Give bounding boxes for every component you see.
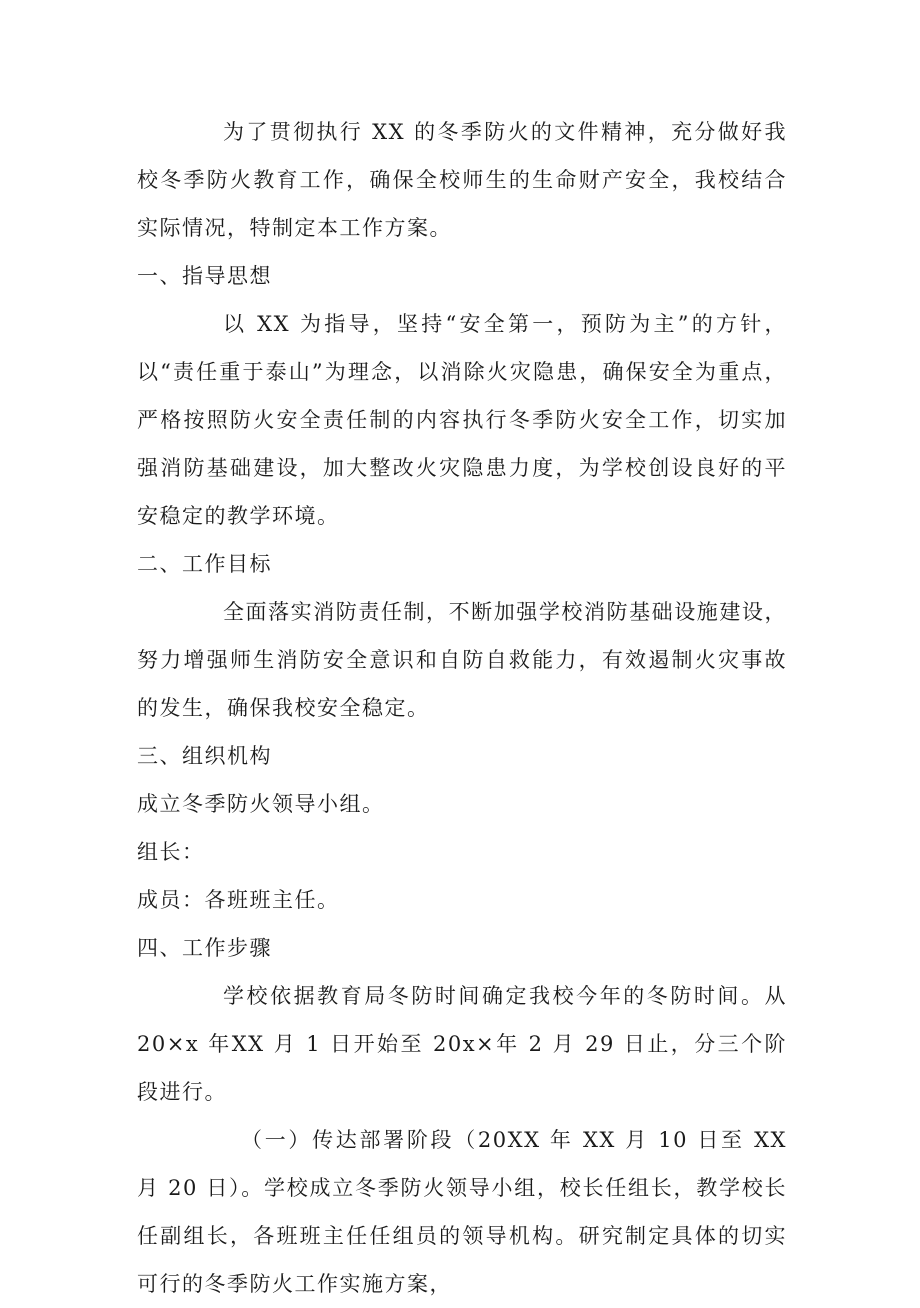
section-3-heading: 三、组织机构 <box>137 744 272 768</box>
section-4-heading: 四、工作步骤 <box>137 936 272 960</box>
section-3-line: 成立冬季防火领导小组。 <box>137 792 385 816</box>
section-2-heading: 二、工作目标 <box>137 552 272 576</box>
section-1-paragraph: 以 XX 为指导，坚持“安全第一，预防为主”的方针，以“责任重于泰山”为理念，以消除火灾隐患，确保安全为重点，严格按照防火安全责任制的内容执行冬季防火安全工作，切实加强消防基础建设，加大整改火灾隐患力度，为学校创设良好的平安稳定的教学环境。 <box>137 312 787 528</box>
section-1-heading: 一、指导思想 <box>137 264 272 288</box>
section-2-paragraph: 全面落实消防责任制，不断加强学校消防基础设施建设，努力增强师生消防安全意识和自防自救能力，有效遏制火灾事故的发生，确保我校安全稳定。 <box>137 600 787 720</box>
stage-1-paragraph: （一）传达部署阶段（20XX 年 XX 月 10 日至 XX 月 20 日）。学校成立冬季防火领导小组，校长任组长，教学校长任副组长，各班班主任任组员的领导机构。研究制定具体的切实可行的冬季防火工作实施方案， <box>137 1128 787 1296</box>
leader-line: 组长： <box>137 840 205 864</box>
document-body <box>137 108 787 1308</box>
intro-paragraph: 为了贯彻执行 XX 的冬季防火的文件精神，充分做好我校冬季防火教育工作，确保全校师生的生命财产安全，我校结合实际情况，特制定本工作方案。 <box>137 120 787 240</box>
members-line: 成员：各班班主任。 <box>137 888 340 912</box>
section-4-paragraph: 学校依据教育局冬防时间确定我校今年的冬防时间。从 20×x 年XX 月 1 日开始至 20x×年 2 月 29 日止，分三个阶段进行。 <box>137 984 787 1104</box>
